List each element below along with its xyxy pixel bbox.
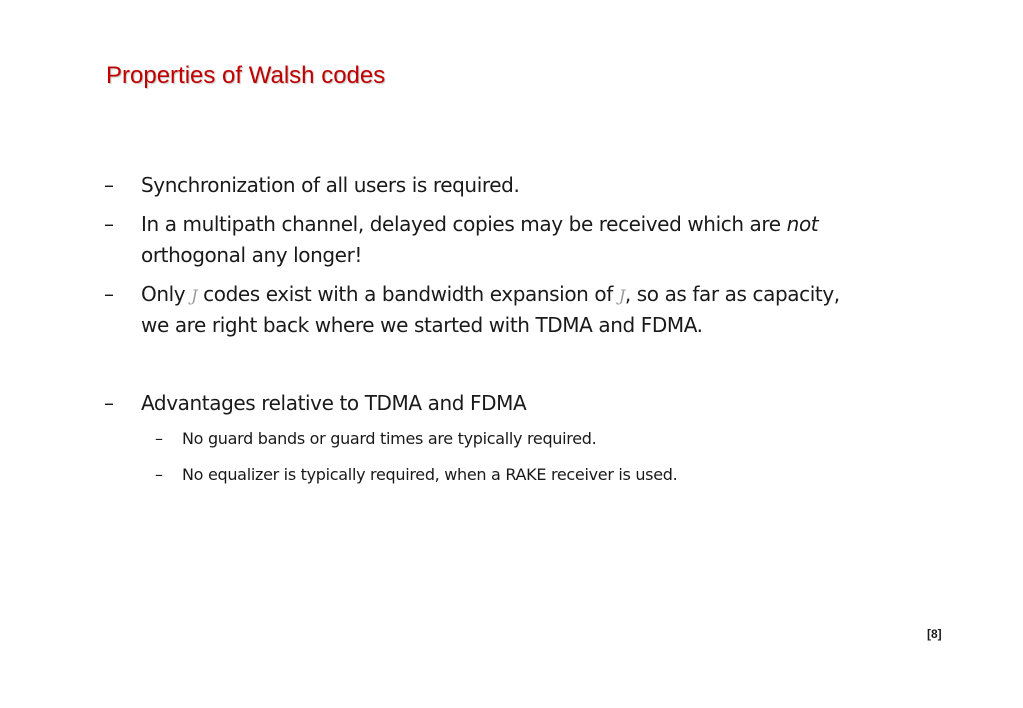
emphasis-text: not bbox=[786, 212, 819, 236]
bullet-text-segment: In a multipath channel, delayed copies may be received which are bbox=[141, 212, 787, 236]
bullet-text-line1 bbox=[141, 209, 818, 240]
page-number: [8] bbox=[927, 627, 942, 641]
bullet-dash: – bbox=[104, 391, 114, 415]
bullet-text: Advantages relative to TDMA and FDMA bbox=[141, 391, 527, 415]
math-symbol-j: J bbox=[618, 286, 625, 305]
bullet-text-line1 bbox=[141, 279, 840, 311]
bullet-text-line2: we are right back where we started with TDMA and FDMA. bbox=[141, 313, 703, 337]
bullet-text-segment: , so as far as capacity, bbox=[624, 282, 840, 306]
bullet-text-segment: Only bbox=[141, 282, 192, 306]
bullet-dash: – bbox=[104, 212, 114, 236]
bullet-text-line2: orthogonal any longer! bbox=[141, 243, 363, 267]
bullet-dash: – bbox=[104, 173, 114, 197]
math-symbol-j: J bbox=[191, 286, 198, 305]
slide-title: Properties of Walsh codes bbox=[106, 62, 386, 89]
bullet-dash: – bbox=[104, 282, 114, 306]
bullet-text: Synchronization of all users is required. bbox=[141, 173, 520, 197]
bullet-dash: – bbox=[155, 429, 163, 448]
sub-bullet-text: No equalizer is typically required, when a RAKE receiver is used. bbox=[182, 465, 678, 484]
sub-bullet-text: No guard bands or guard times are typically required. bbox=[182, 429, 597, 448]
bullet-dash: – bbox=[155, 465, 163, 484]
bullet-text-segment: codes exist with a bandwidth expansion of bbox=[197, 282, 619, 306]
